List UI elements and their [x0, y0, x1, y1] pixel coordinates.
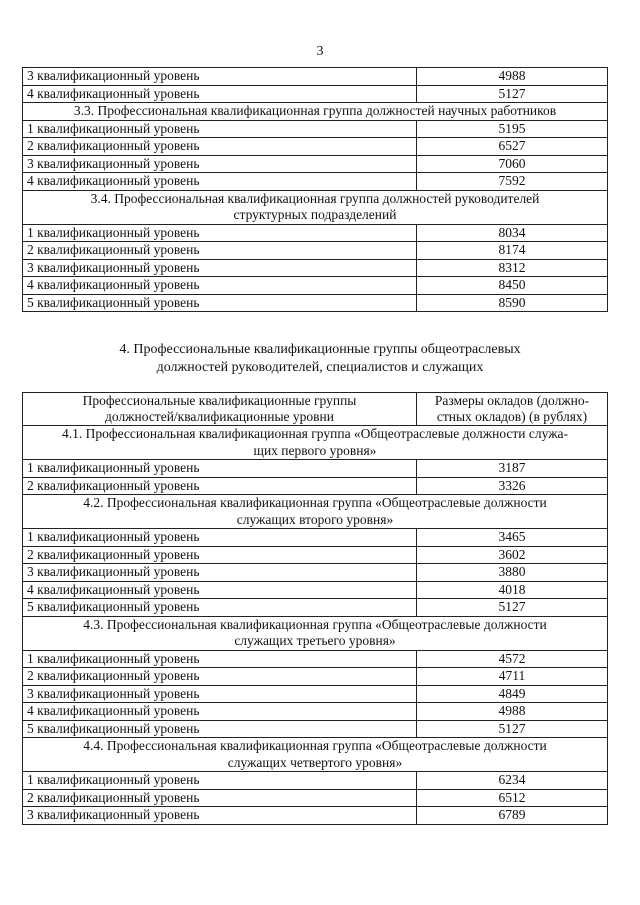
group-title-line: служащих четвертого уровня»	[227, 754, 403, 770]
table-row	[23, 668, 608, 686]
level-label: 3 квалификационный уровень	[23, 564, 417, 582]
level-label: 3 квалификационный уровень	[23, 259, 417, 277]
table-row	[23, 703, 608, 721]
section-4-heading	[0, 341, 640, 377]
table-row	[23, 650, 608, 668]
column-header-salary	[417, 393, 608, 426]
level-label: 5 квалификационный уровень	[23, 599, 417, 617]
salary-value: 7060	[417, 155, 608, 173]
level-label: 1 квалификационный уровень	[23, 650, 417, 668]
table-row	[23, 564, 608, 582]
group-title-line: 4.2. Профессиональная квалификационная группа «Общеотраслевые должности	[83, 495, 547, 510]
table-row	[23, 807, 608, 825]
salary-value: 4988	[417, 68, 608, 86]
table-row	[23, 546, 608, 564]
level-label: 3 квалификационный уровень	[23, 685, 417, 703]
level-label: 1 квалификационный уровень	[23, 772, 417, 790]
group-title-row	[23, 738, 608, 772]
level-label: 1 квалификационный уровень	[23, 529, 417, 547]
salary-value: 4849	[417, 685, 608, 703]
salary-value: 4988	[417, 703, 608, 721]
heading-line: 4. Профессиональные квалификационные группы общеотраслевых	[119, 342, 521, 357]
table-row	[23, 720, 608, 738]
group-title-4-2	[23, 495, 608, 529]
salary-value: 6789	[417, 807, 608, 825]
level-label: 2 квалификационный уровень	[23, 789, 417, 807]
level-label: 2 квалификационный уровень	[23, 668, 417, 686]
table-row	[23, 294, 608, 312]
group-title-line: 4.4. Профессиональная квалификационная группа «Общеотраслевые должности	[83, 738, 547, 753]
level-label: 4 квалификационный уровень	[23, 703, 417, 721]
salary-value: 5127	[417, 85, 608, 103]
group-title-row	[23, 426, 608, 460]
salary-value: 6234	[417, 772, 608, 790]
level-label: 3 квалификационный уровень	[23, 68, 417, 86]
group-title-3-4	[23, 190, 608, 224]
group-title-4-3	[23, 616, 608, 650]
table-row	[23, 277, 608, 295]
level-label: 4 квалификационный уровень	[23, 581, 417, 599]
header-line: Профессиональные квалификационные группы	[82, 393, 357, 408]
salary-value: 4711	[417, 668, 608, 686]
level-label: 3 квалификационный уровень	[23, 155, 417, 173]
salary-value: 5127	[417, 599, 608, 617]
salary-value: 3465	[417, 529, 608, 547]
level-label: 4 квалификационный уровень	[23, 277, 417, 295]
table-row	[23, 685, 608, 703]
salary-value: 8450	[417, 277, 608, 295]
level-label: 2 квалификационный уровень	[23, 138, 417, 156]
salary-value: 8034	[417, 224, 608, 242]
group-title-row	[23, 190, 608, 224]
salary-value: 3880	[417, 564, 608, 582]
salary-value: 8312	[417, 259, 608, 277]
salary-value: 8590	[417, 294, 608, 312]
group-title-line: 4.1. Профессиональная квалификационная группа «Общеотраслевые должности служа-	[61, 426, 569, 441]
table-row	[23, 155, 608, 173]
table-row	[23, 138, 608, 156]
heading-line: должностей руководителей, специалистов и служащих	[156, 360, 484, 375]
table-row	[23, 173, 608, 191]
salary-value: 5195	[417, 120, 608, 138]
salary-value: 6512	[417, 789, 608, 807]
group-title-row	[23, 103, 608, 121]
salary-value: 7592	[417, 173, 608, 191]
table-row	[23, 259, 608, 277]
table-row	[23, 242, 608, 260]
salary-value: 6527	[417, 138, 608, 156]
group-title-4-1	[23, 426, 608, 460]
group-title-line: 4.3. Профессиональная квалификационная группа «Общеотраслевые должности	[83, 616, 547, 632]
group-title-3-3: 3.3. Профессиональная квалификационная группа должностей научных работников	[23, 103, 608, 121]
salary-value: 4018	[417, 581, 608, 599]
level-label: 4 квалификационный уровень	[23, 85, 417, 103]
level-label: 2 квалификационный уровень	[23, 477, 417, 495]
level-label: 2 квалификационный уровень	[23, 242, 417, 260]
salary-value: 3326	[417, 477, 608, 495]
table-row	[23, 460, 608, 478]
salary-value: 3187	[417, 460, 608, 478]
table-row	[23, 68, 608, 86]
page-number: 3	[316, 44, 324, 59]
group-title-row	[23, 616, 608, 650]
table-row	[23, 85, 608, 103]
level-label: 4 квалификационный уровень	[23, 173, 417, 191]
header-line: должностей/квалификационные уровни	[105, 409, 334, 424]
group-title-line: служащих второго уровня»	[236, 511, 394, 527]
level-label: 5 квалификационный уровень	[23, 720, 417, 738]
salary-value: 4572	[417, 650, 608, 668]
table-row	[23, 599, 608, 617]
table-row	[23, 120, 608, 138]
salary-table-section-4	[22, 392, 608, 825]
group-title-line: служащих третьего уровня»	[234, 633, 396, 648]
group-title-line: 3.4. Профессиональная квалификационная группа должностей руководителей	[90, 190, 540, 206]
group-title-4-4	[23, 738, 608, 772]
table-row	[23, 529, 608, 547]
table-row	[23, 477, 608, 495]
table-row	[23, 772, 608, 790]
salary-value: 5127	[417, 720, 608, 738]
level-label: 3 квалификационный уровень	[23, 807, 417, 825]
salary-value: 3602	[417, 546, 608, 564]
salary-table-section-3	[22, 67, 608, 312]
group-title-line: структурных подразделений	[233, 207, 397, 222]
level-label: 1 квалификационный уровень	[23, 460, 417, 478]
level-label: 1 квалификационный уровень	[23, 224, 417, 242]
group-title-row	[23, 495, 608, 529]
group-title-line: щих первого уровня»	[253, 442, 377, 458]
salary-value: 8174	[417, 242, 608, 260]
header-line: Размеры окладов (должно-	[434, 393, 590, 408]
column-header-groups	[23, 393, 417, 426]
table-row	[23, 581, 608, 599]
level-label: 1 квалификационный уровень	[23, 120, 417, 138]
table-row	[23, 224, 608, 242]
header-line: стных окладов) (в рублях)	[436, 409, 588, 424]
level-label: 2 квалификационный уровень	[23, 546, 417, 564]
table-header-row	[23, 393, 608, 426]
level-label: 5 квалификационный уровень	[23, 294, 417, 312]
table-row	[23, 789, 608, 807]
